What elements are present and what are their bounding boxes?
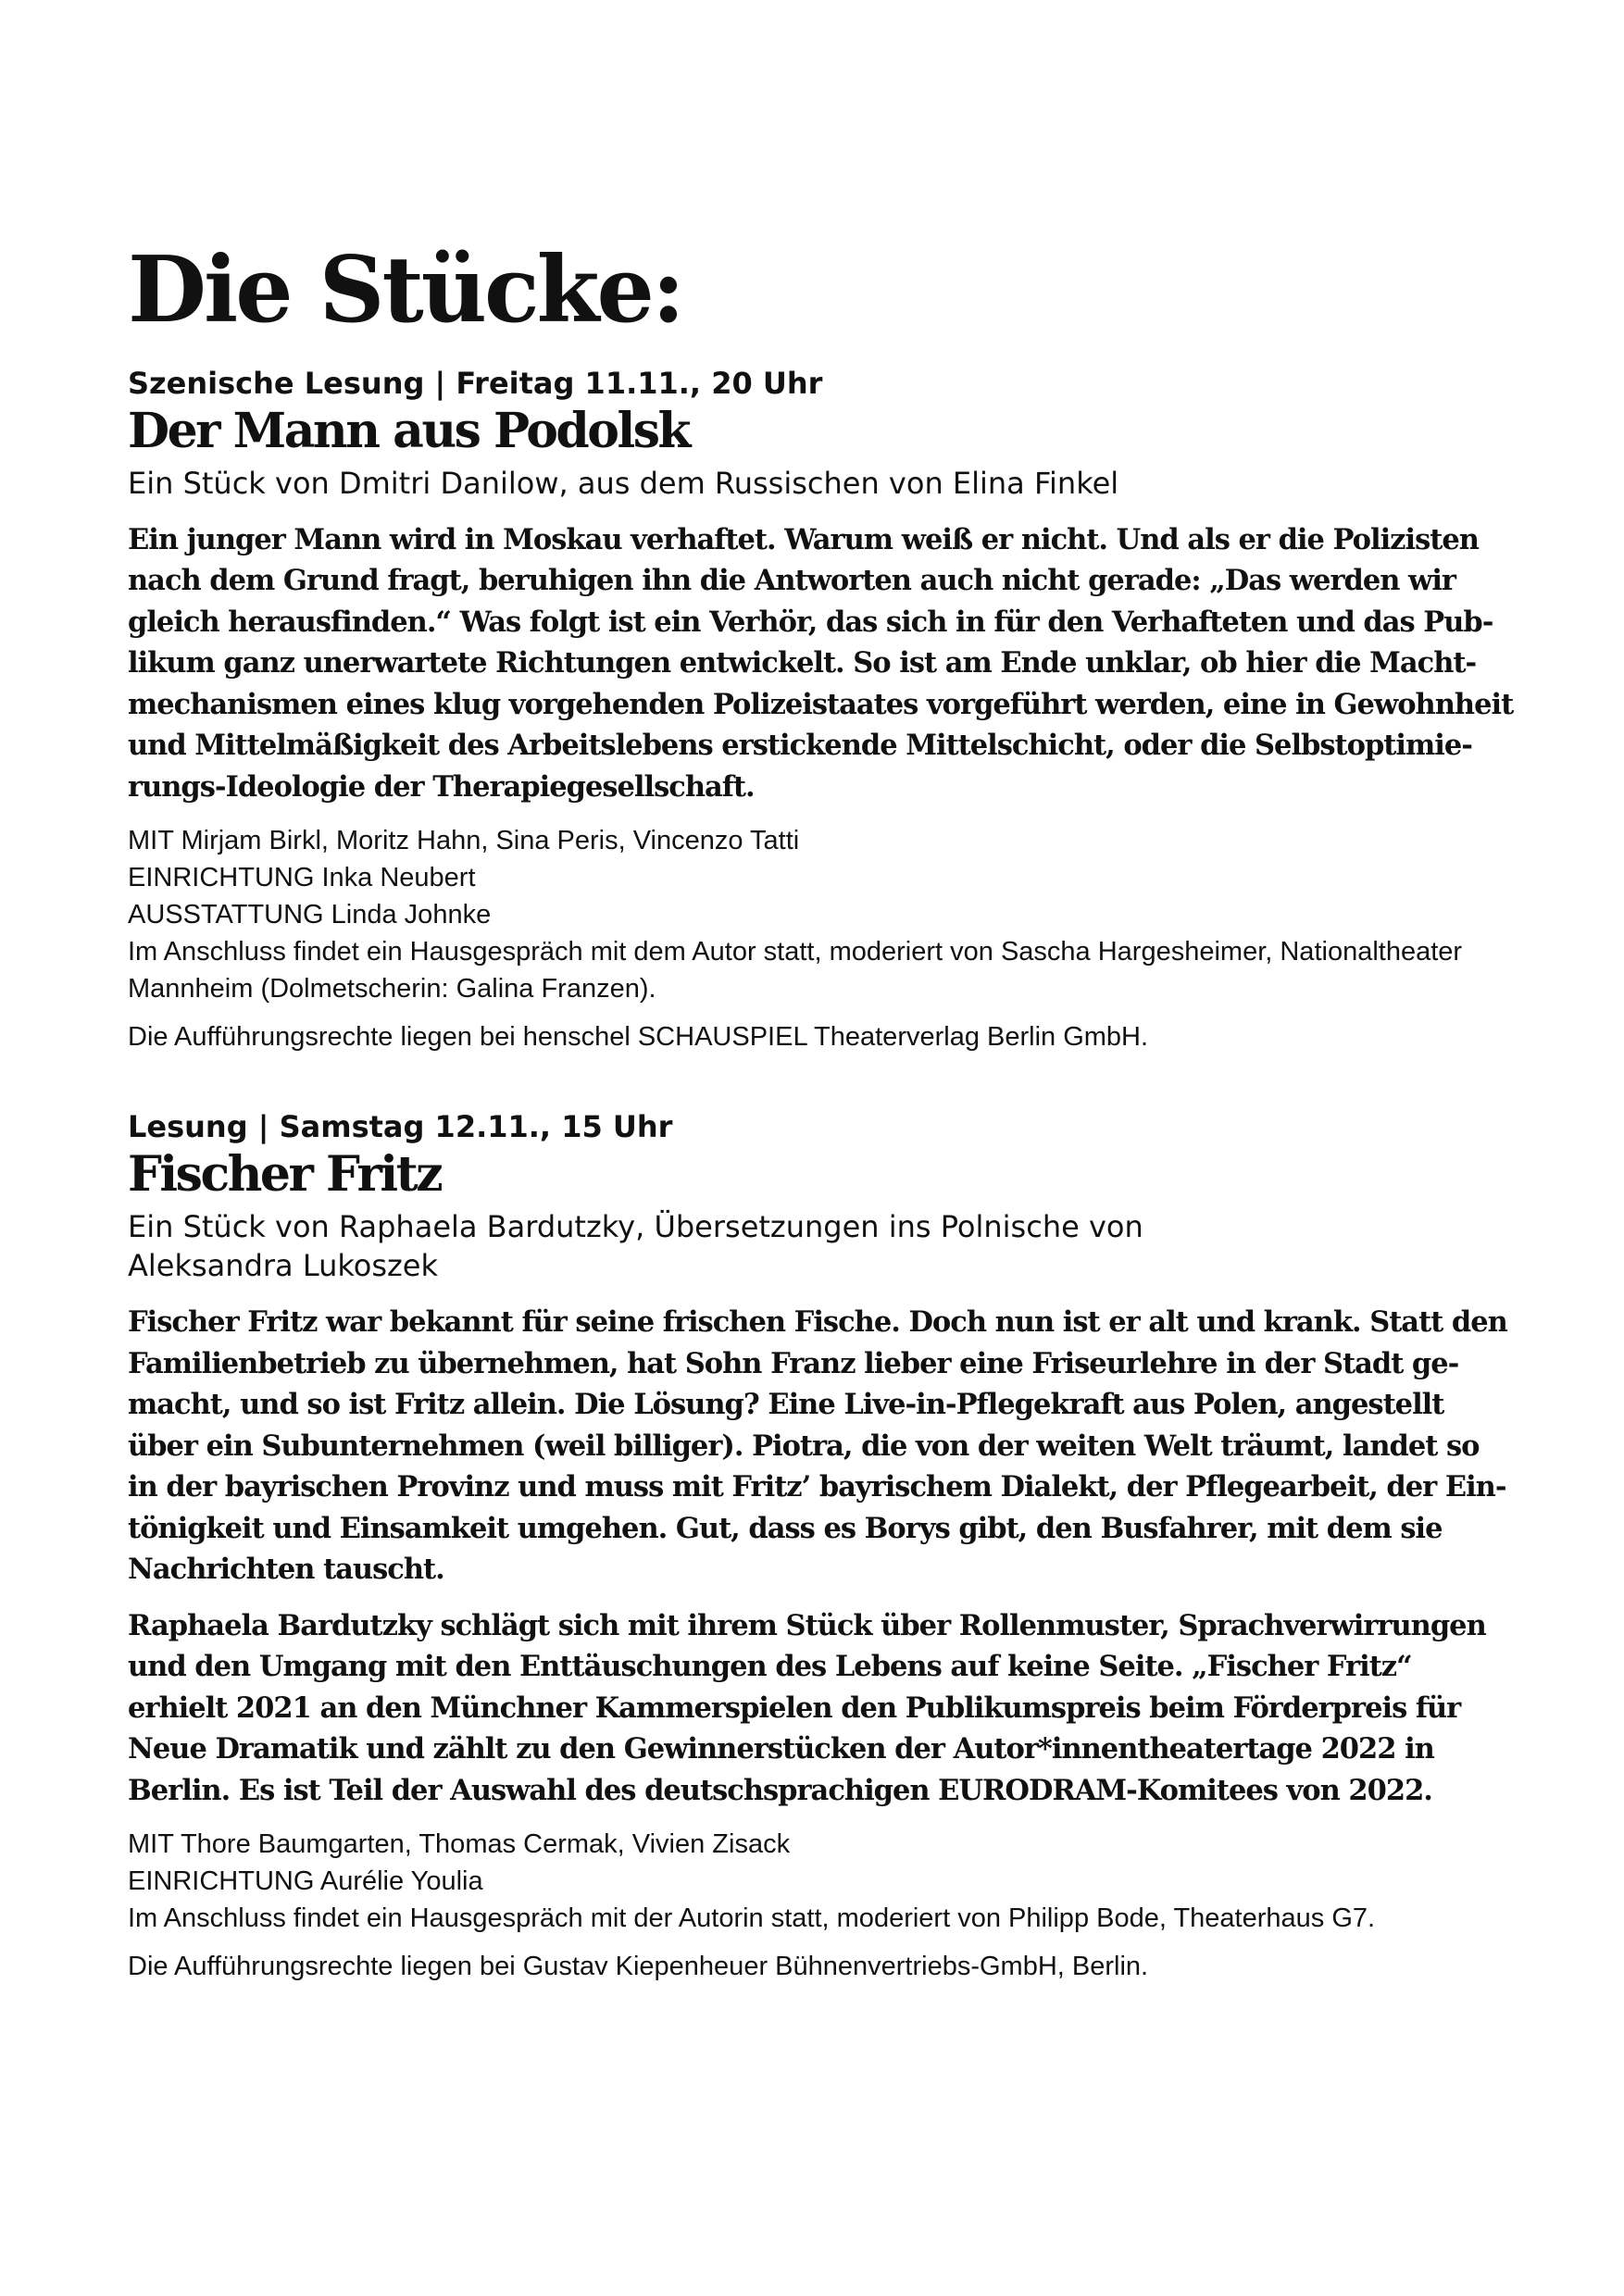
credit-label: EINRICHTUNG xyxy=(128,1866,315,1897)
rights-note: Die Aufführungsrechte liegen bei henschel SCHAUSPIEL Theaterverlag Berlin GmbH. xyxy=(128,1022,1149,1053)
credit-label: EINRICHTUNG xyxy=(128,863,315,893)
credit-line xyxy=(128,896,1517,933)
credit-value: Thore Baumgarten, Thomas Cermak, Vivien Zisack xyxy=(180,1829,791,1860)
play-title: Fischer Fritz xyxy=(128,1146,442,1204)
credit-line xyxy=(128,1863,1517,1900)
play-section-der-mann-aus-podolsk xyxy=(128,364,1517,1056)
play-description: Fischer Fritz war bekannt für seine frischen Fische. Doch nun ist er alt und krank. Statt den Familienbetrieb zu übernehmen, hat Sohn Franz lieber eine Friseurlehre in der Stadt gemacht, und so ist Fritz allein. Die Lösung? Eine Live-in-Pflegekraft aus Polen, angestellt über ein Subunternehmen (weil billiger). Piotra, die von der weiten Welt träumt, landet so in der bayrischen Provinz und muss mit Fritz’ bayrischem Dialekt, der Pflegearbeit, der Eintönigkeit und Einsamkeit umgehen. Gut, dass es Borys gibt, den Busfahrer, mit dem sie Nachrichten tauscht. xyxy=(128,1305,1507,1587)
credit-value: Aurélie Youlia xyxy=(319,1866,483,1897)
talk-note: Im Anschluss findet ein Hausgespräch mit der Autorin statt, moderiert von Philipp Bode, Theaterhaus G7. xyxy=(128,1903,1376,1934)
page-title: Die Stücke: xyxy=(128,237,683,343)
event-meta: Szenische Lesung | Freitag 11.11., 20 Uhr xyxy=(128,365,823,401)
document-page xyxy=(128,239,1517,1985)
event-meta: Lesung | Samstag 12.11., 15 Uhr xyxy=(128,1109,673,1145)
play-subtitle: Ein Stück von Dmitri Danilow, aus dem Russischen von Elina Finkel xyxy=(128,465,1119,501)
play-subtitle: Ein Stück von Raphaela Bardutzky, Übersetzungen ins Polnische von Aleksandra Lukoszek xyxy=(128,1209,1143,1284)
credit-line xyxy=(128,1826,1517,1863)
credit-label: MIT xyxy=(128,1829,174,1860)
play-section-fischer-fritz xyxy=(128,1107,1517,1985)
credit-line xyxy=(128,859,1517,896)
play-title: Der Mann aus Podolsk xyxy=(128,402,690,459)
credit-label: AUSSTATTUNG xyxy=(128,900,324,930)
play-description: Raphaela Bardutzky schlägt sich mit ihrem Stück über Rollenmuster, Sprachverwirrungen und den Umgang mit den Enttäuschungen des Lebens auf keine Seite. „Fischer Fritz“ erhielt 2021 an den Münchner Kammerspielen den Publikumspreis beim Förderpreis für Neue Dramatik und zählt zu den Gewinnerstücken der Autor*innentheatertage 2022 in Berlin. Es ist Teil der Auswahl des deutschsprachigen EURODRAM-Komitees von 2022. xyxy=(128,1608,1486,1807)
talk-note: Im Anschluss findet ein Hausgespräch mit dem Autor statt, moderiert von Sascha Hargesheimer, Nationaltheater Mannheim (Dolmetscherin: Galina Franzen). xyxy=(128,937,1463,1004)
rights-note: Die Aufführungsrechte liegen bei Gustav Kiepenheuer Bühnenvertriebs-GmbH, Berlin. xyxy=(128,1952,1149,1982)
credit-label: MIT xyxy=(128,826,174,856)
play-description: Ein junger Mann wird in Moskau verhaftet. Warum weiß er nicht. Und als er die Polizisten nach dem Grund fragt, beruhigen ihn die Antworten auch nicht gerade: „Das werden wir gleich herausfinden.“ Was folgt ist ein Verhör, das sich in für den Verhafteten und das Publikum ganz unerwartete Richtungen entwickelt. So ist am Ende unklar, ob hier die Machtmechanismen eines klug vorgehenden Polizeistaates vorgeführt werden, eine in Gewohnheit und Mittelmäßigkeit des Arbeitslebens erstickende Mittelschicht, oder die Selbstoptimierungs-Ideologie der Therapiegesellschaft. xyxy=(128,522,1514,804)
credit-value: Linda Johnke xyxy=(331,900,492,930)
credit-line xyxy=(128,822,1517,859)
credit-value: Inka Neubert xyxy=(321,863,476,893)
credit-value: Mirjam Birkl, Moritz Hahn, Sina Peris, Vincenzo Tatti xyxy=(181,826,800,856)
